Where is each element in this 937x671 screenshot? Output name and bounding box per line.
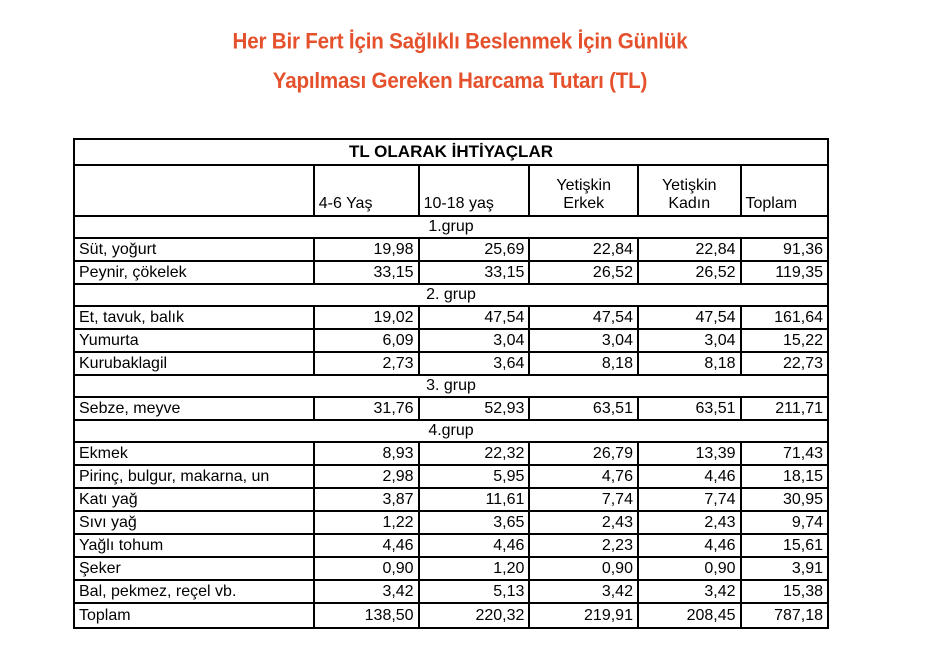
value-cell: 3,04	[529, 329, 638, 352]
value-cell: 0,90	[314, 557, 419, 580]
value-cell: 19,02	[314, 306, 419, 329]
group-header-label: 4.grup	[74, 420, 828, 442]
value-cell: 7,74	[638, 488, 741, 511]
value-cell: 15,61	[741, 534, 829, 557]
value-cell: 208,45	[638, 603, 741, 628]
row-label: Peynir, çökelek	[74, 261, 314, 284]
value-cell: 3,64	[419, 352, 530, 375]
value-cell: 2,43	[529, 511, 638, 534]
row-label: Yağlı tohum	[74, 534, 314, 557]
table-row	[74, 488, 828, 511]
row-label: Şeker	[74, 557, 314, 580]
row-label: Bal, pekmez, reçel vb.	[74, 580, 314, 603]
value-cell: 26,79	[529, 442, 638, 465]
value-cell: 2,43	[638, 511, 741, 534]
row-label: Süt, yoğurt	[74, 238, 314, 261]
row-label: Katı yağ	[74, 488, 314, 511]
row-label: Sıvı yağ	[74, 511, 314, 534]
column-header-adult-male: Yetişkin Erkek	[529, 165, 638, 216]
column-header-adult-female: Yetişkin Kadın	[638, 165, 741, 216]
value-cell: 91,36	[741, 238, 829, 261]
table-row	[74, 465, 828, 488]
value-cell: 5,13	[419, 580, 530, 603]
value-cell: 52,93	[419, 397, 530, 420]
value-cell: 3,42	[638, 580, 741, 603]
table-row	[74, 580, 828, 603]
value-cell: 47,54	[529, 306, 638, 329]
value-cell: 25,69	[419, 238, 530, 261]
value-cell: 3,42	[314, 580, 419, 603]
table-title-row	[74, 139, 828, 165]
value-cell: 19,98	[314, 238, 419, 261]
value-cell: 18,15	[741, 465, 829, 488]
table-row	[74, 557, 828, 580]
value-cell: 63,51	[638, 397, 741, 420]
table-row	[74, 329, 828, 352]
value-cell: 3,91	[741, 557, 829, 580]
value-cell: 22,84	[638, 238, 741, 261]
value-cell: 0,90	[529, 557, 638, 580]
value-cell: 4,46	[638, 465, 741, 488]
total-row-label: Toplam	[74, 603, 314, 628]
table-row	[74, 534, 828, 557]
row-label: Yumurta	[74, 329, 314, 352]
group-header-row	[74, 420, 828, 442]
value-cell: 31,76	[314, 397, 419, 420]
value-cell: 3,42	[529, 580, 638, 603]
row-label: Sebze, meyve	[74, 397, 314, 420]
value-cell: 1,20	[419, 557, 530, 580]
table-row	[74, 352, 828, 375]
value-cell: 787,18	[741, 603, 829, 628]
value-cell: 8,18	[638, 352, 741, 375]
needs-table	[73, 138, 829, 629]
group-header-row	[74, 375, 828, 397]
value-cell: 8,18	[529, 352, 638, 375]
table-row	[74, 397, 828, 420]
group-header-label: 1.grup	[74, 216, 828, 238]
value-cell: 219,91	[529, 603, 638, 628]
row-label: Kurubaklagil	[74, 352, 314, 375]
value-cell: 26,52	[638, 261, 741, 284]
value-cell: 2,23	[529, 534, 638, 557]
page-title-line1: Her Bir Fert İçin Sağlıklı Beslenmek İçin Günlük	[232, 29, 688, 54]
value-cell: 4,76	[529, 465, 638, 488]
table-row	[74, 511, 828, 534]
value-cell: 26,52	[529, 261, 638, 284]
column-header-age-10-18: 10-18 yaş	[419, 165, 530, 216]
value-cell: 13,39	[638, 442, 741, 465]
value-cell: 4,46	[314, 534, 419, 557]
table-row	[74, 261, 828, 284]
value-cell: 7,74	[529, 488, 638, 511]
value-cell: 138,50	[314, 603, 419, 628]
value-cell: 4,46	[419, 534, 530, 557]
row-label: Et, tavuk, balık	[74, 306, 314, 329]
value-cell: 1,22	[314, 511, 419, 534]
value-cell: 2,98	[314, 465, 419, 488]
value-cell: 22,73	[741, 352, 829, 375]
needs-table-body	[74, 139, 828, 628]
row-label: Ekmek	[74, 442, 314, 465]
table-title: TL OLARAK İHTİYAÇLAR	[74, 139, 828, 165]
group-header-label: 2. grup	[74, 284, 828, 306]
value-cell: 3,04	[419, 329, 530, 352]
value-cell: 3,65	[419, 511, 530, 534]
column-header-age-4-6: 4-6 Yaş	[314, 165, 419, 216]
value-cell: 2,73	[314, 352, 419, 375]
value-cell: 15,22	[741, 329, 829, 352]
value-cell: 211,71	[741, 397, 829, 420]
column-header-empty	[74, 165, 314, 216]
value-cell: 8,93	[314, 442, 419, 465]
value-cell: 63,51	[529, 397, 638, 420]
table-row	[74, 306, 828, 329]
total-row	[74, 603, 828, 628]
value-cell: 4,46	[638, 534, 741, 557]
value-cell: 6,09	[314, 329, 419, 352]
table-row	[74, 238, 828, 261]
value-cell: 3,87	[314, 488, 419, 511]
value-cell: 5,95	[419, 465, 530, 488]
value-cell: 161,64	[741, 306, 829, 329]
value-cell: 33,15	[419, 261, 530, 284]
value-cell: 11,61	[419, 488, 530, 511]
value-cell: 220,32	[419, 603, 530, 628]
value-cell: 9,74	[741, 511, 829, 534]
value-cell: 3,04	[638, 329, 741, 352]
row-label: Pirinç, bulgur, makarna, un	[74, 465, 314, 488]
value-cell: 47,54	[419, 306, 530, 329]
group-header-label: 3. grup	[74, 375, 828, 397]
value-cell: 33,15	[314, 261, 419, 284]
value-cell: 22,32	[419, 442, 530, 465]
value-cell: 0,90	[638, 557, 741, 580]
value-cell: 119,35	[741, 261, 829, 284]
value-cell: 22,84	[529, 238, 638, 261]
page-title	[9, 22, 911, 101]
value-cell: 30,95	[741, 488, 829, 511]
value-cell: 71,43	[741, 442, 829, 465]
value-cell: 15,38	[741, 580, 829, 603]
group-header-row	[74, 216, 828, 238]
column-header-total: Toplam	[741, 165, 829, 216]
page-title-line2: Yapılması Gereken Harcama Tutarı (TL)	[272, 69, 648, 94]
table-row	[74, 442, 828, 465]
group-header-row	[74, 284, 828, 306]
column-header-row	[74, 165, 828, 216]
value-cell: 47,54	[638, 306, 741, 329]
